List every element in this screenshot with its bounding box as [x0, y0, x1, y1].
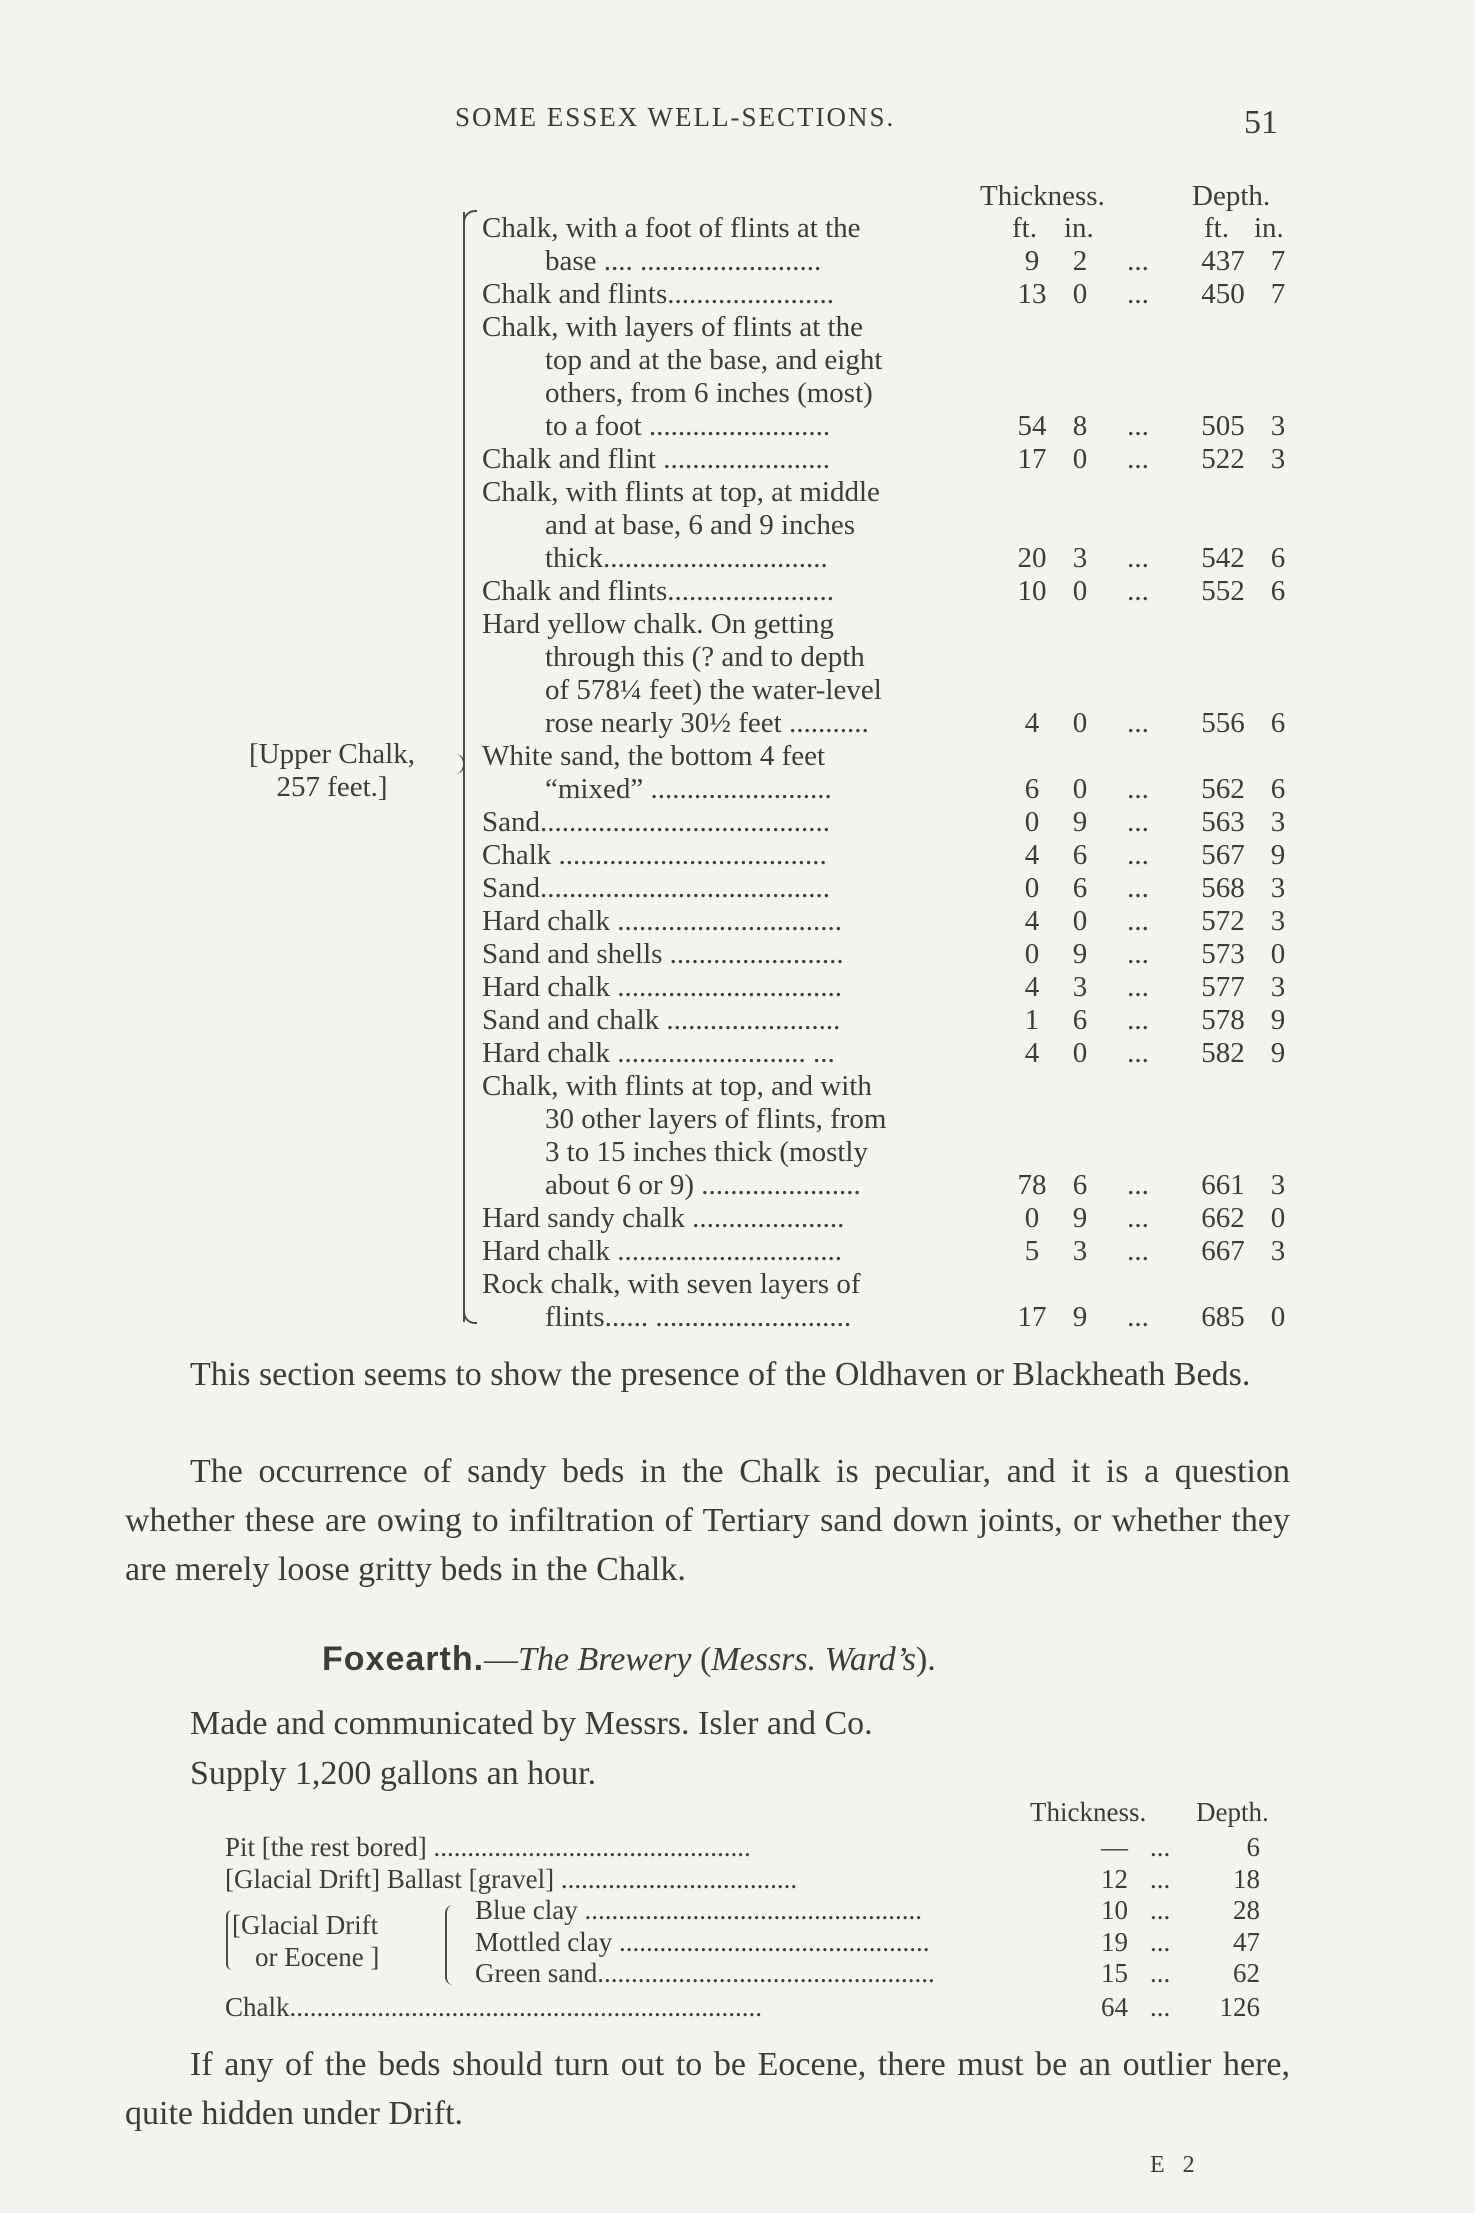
stratum-description: of 578¼ feet) the water-level: [545, 674, 882, 706]
stratum-description: top and at the base, and eight: [545, 344, 883, 376]
thickness-ft: 13: [1017, 278, 1047, 310]
stratum-description: Chalk .....................................: [482, 839, 827, 871]
thickness-in: 3: [1072, 542, 1088, 574]
foxearth-row-thickness: 10: [1101, 1895, 1128, 1925]
thickness-in: 0: [1072, 1037, 1088, 1069]
leader-dots: ...: [1127, 1004, 1149, 1036]
foxearth-row-label: Green sand..................................................: [475, 1958, 935, 1988]
depth-ft: 505: [1201, 410, 1245, 442]
stratum-description: others, from 6 inches (most): [545, 377, 873, 409]
foxearth-title: The Brewery: [518, 1641, 692, 1678]
stratum-description: 30 other layers of flints, from: [545, 1103, 887, 1135]
thickness-ft: 4: [1024, 971, 1040, 1003]
depth-in: 7: [1270, 278, 1286, 310]
thickness-in: 6: [1072, 1004, 1088, 1036]
foxearth-dash: —: [484, 1641, 519, 1678]
depth-in: 7: [1270, 245, 1286, 277]
depth-in: 9: [1270, 839, 1286, 871]
stratum-description: flints...... ...........................: [545, 1301, 852, 1333]
thickness-in: 9: [1072, 1202, 1088, 1234]
depth-in-unit: in.: [1254, 212, 1284, 244]
depth-ft-unit: ft.: [1204, 212, 1229, 244]
thickness-ft: 1: [1024, 1004, 1040, 1036]
stratum-description: Hard chalk .......................... ...: [482, 1037, 835, 1069]
foxearth-row-depth: 62: [1233, 1958, 1260, 1988]
depth-in: 3: [1270, 905, 1286, 937]
signature-mark: E 2: [1150, 2152, 1201, 2178]
page-number: 51: [1244, 104, 1278, 141]
depth-in: 3: [1270, 410, 1286, 442]
thickness-ft: 9: [1024, 245, 1040, 277]
depth-ft: 577: [1201, 971, 1245, 1003]
thickness-in: 0: [1072, 905, 1088, 937]
depth-ft: 542: [1201, 542, 1245, 574]
paragraph-eocene: [125, 2040, 1290, 2138]
foxearth-depth-header: Depth.: [1196, 1797, 1269, 1827]
stratum-description: Sand and shells ........................: [482, 938, 844, 970]
leader-dots: ...: [1127, 245, 1149, 277]
thickness-in: 6: [1072, 872, 1088, 904]
group-brace: [445, 1905, 455, 1985]
foxearth-row-depth: 6: [1246, 1832, 1260, 1862]
stratum-description: Sand and chalk ........................: [482, 1004, 841, 1036]
foxearth-row-depth: 47: [1233, 1927, 1260, 1957]
stratum-label-line-2: 257 feet.]: [276, 771, 388, 803]
thickness-ft: 4: [1024, 839, 1040, 871]
stratum-description: and at base, 6 and 9 inches: [545, 509, 856, 541]
thickness-in: 3: [1072, 971, 1088, 1003]
thickness-ft: 0: [1024, 938, 1040, 970]
stratum-description: Chalk and flints.......................: [482, 278, 835, 310]
stratum-description: Hard chalk ...............................: [482, 905, 843, 937]
depth-header: Depth.: [1192, 180, 1271, 212]
stratum-description: Chalk, with layers of flints at the: [482, 311, 863, 343]
depth-in: 9: [1270, 1004, 1286, 1036]
foxearth-place: Foxearth.: [322, 1640, 485, 1678]
depth-ft: 437: [1201, 245, 1245, 277]
foxearth-row-label: Blue clay ..................................................: [475, 1895, 922, 1925]
foxearth-row-depth: 28: [1233, 1895, 1260, 1925]
leader-dots: ...: [1127, 905, 1149, 937]
leader-dots: ...: [1127, 806, 1149, 838]
leader-dots: ...: [1127, 443, 1149, 475]
stratum-description: Chalk and flint .......................: [482, 443, 830, 475]
stratum-description: 3 to 15 inches thick (mostly: [545, 1136, 868, 1168]
paragraph-oldhaven-text: This section seems to show the presence of the Oldhaven or Blackheath Beds.: [190, 1356, 1251, 1393]
thickness-ft: 17: [1017, 1301, 1047, 1333]
leader-dots: ...: [1127, 839, 1149, 871]
thickness-in: 0: [1072, 278, 1088, 310]
thickness-in: 2: [1072, 245, 1088, 277]
stratum-description: Sand........................................: [482, 872, 830, 904]
thickness-ft: 17: [1017, 443, 1047, 475]
depth-in: 3: [1270, 1169, 1286, 1201]
depth-in: 6: [1270, 575, 1286, 607]
depth-in: 3: [1270, 806, 1286, 838]
leader-dots: ...: [1127, 1301, 1149, 1333]
stratum-description: Hard chalk ...............................: [482, 1235, 843, 1267]
leader-dots: ...: [1150, 1895, 1171, 1925]
foxearth-row-label: Mottled clay ..............................................: [475, 1927, 930, 1957]
thickness-in: 0: [1072, 575, 1088, 607]
foxearth-owner-close: ).: [915, 1641, 936, 1678]
paragraph-sandy-beds-text: The occurrence of sandy beds in the Chalk is peculiar, and it is a question whether these are owing to infiltration of Tertiary sand down joints, or whether they are merely loose gritty beds in the Chalk.: [125, 1453, 1290, 1588]
depth-in: 6: [1270, 773, 1286, 805]
thickness-in: 6: [1072, 839, 1088, 871]
thickness-ft: 5: [1024, 1235, 1040, 1267]
foxearth-row-thickness: 19: [1101, 1927, 1128, 1957]
thickness-ft: 10: [1017, 575, 1047, 607]
thickness-ft: 78: [1017, 1169, 1047, 1201]
depth-in: 0: [1270, 938, 1286, 970]
stratum-description: Chalk, with flints at top, at middle: [482, 476, 880, 508]
thickness-in: 0: [1072, 443, 1088, 475]
leader-dots: ...: [1127, 773, 1149, 805]
thickness-ft: 4: [1024, 707, 1040, 739]
depth-in: 9: [1270, 1037, 1286, 1069]
leader-dots: ...: [1150, 1927, 1171, 1957]
thickness-in: 9: [1072, 1301, 1088, 1333]
stratum-label-line-1: [Upper Chalk,: [249, 738, 415, 770]
stratum-description: base .... .........................: [545, 245, 822, 277]
leader-dots: ...: [1127, 971, 1149, 1003]
stratum-description: Chalk, with flints at top, and with: [482, 1070, 872, 1102]
leader-dots: ...: [1127, 575, 1149, 607]
thickness-ft: 0: [1024, 872, 1040, 904]
running-title: SOME ESSEX WELL-SECTIONS.: [455, 102, 896, 132]
foxearth-owner: Messrs. Ward’s: [711, 1641, 916, 1678]
foxearth-note-communicated: Made and communicated by Messrs. Isler and Co.: [190, 1705, 873, 1742]
foxearth-row-thickness: 15: [1101, 1958, 1128, 1988]
depth-in: 3: [1270, 443, 1286, 475]
foxearth-row-label: [Glacial Drift] Ballast [gravel] ...................................: [225, 1864, 798, 1894]
thickness-in: 6: [1072, 1169, 1088, 1201]
thickness-in: 0: [1072, 773, 1088, 805]
thickness-ft-unit: ft.: [1012, 212, 1037, 244]
stratum-description: Rock chalk, with seven layers of: [482, 1268, 861, 1300]
depth-in: 0: [1270, 1202, 1286, 1234]
group-label-line-1: [Glacial Drift: [232, 1910, 379, 1940]
leader-dots: ...: [1150, 1864, 1171, 1894]
leader-dots: ...: [1127, 278, 1149, 310]
depth-in: 0: [1270, 1301, 1286, 1333]
depth-ft: 582: [1201, 1037, 1245, 1069]
stratum-description: about 6 or 9) ......................: [545, 1169, 861, 1201]
thickness-header: Thickness.: [980, 180, 1105, 212]
depth-ft: 450: [1201, 278, 1245, 310]
stratum-description: “mixed” .........................: [545, 773, 832, 805]
depth-ft: 685: [1201, 1301, 1245, 1333]
depth-in: 3: [1270, 872, 1286, 904]
stratum-description: Sand........................................: [482, 806, 830, 838]
depth-in: 6: [1270, 707, 1286, 739]
leader-dots: ...: [1127, 707, 1149, 739]
foxearth-row-label: Chalk......................................................................: [225, 1992, 762, 2022]
stratum-description: through this (? and to depth: [545, 641, 865, 673]
thickness-in: 0: [1072, 707, 1088, 739]
thickness-ft: 20: [1017, 542, 1047, 574]
stratum-description: thick...............................: [545, 542, 828, 574]
stratum-description: Chalk and flints.......................: [482, 575, 835, 607]
foxearth-row-thickness: 64: [1101, 1992, 1128, 2022]
depth-ft: 572: [1201, 905, 1245, 937]
stratum-description: Hard sandy chalk .....................: [482, 1202, 845, 1234]
depth-ft: 567: [1201, 839, 1245, 871]
depth-ft: 661: [1201, 1169, 1245, 1201]
leader-dots: ...: [1150, 1958, 1171, 1988]
depth-ft: 563: [1201, 806, 1245, 838]
depth-in: 3: [1270, 971, 1286, 1003]
depth-ft: 578: [1201, 1004, 1245, 1036]
thickness-in: 9: [1072, 806, 1088, 838]
foxearth-row-depth: 126: [1219, 1992, 1260, 2022]
stratum-description: White sand, the bottom 4 feet: [482, 740, 826, 772]
depth-in: 3: [1270, 1235, 1286, 1267]
depth-ft: 667: [1201, 1235, 1245, 1267]
foxearth-row-thickness: —: [1101, 1832, 1128, 1862]
leader-dots: ...: [1127, 542, 1149, 574]
foxearth-row-label: Pit [the rest bored] ...............................................: [225, 1832, 751, 1862]
stratum-description: rose nearly 30½ feet ...........: [545, 707, 869, 739]
leader-dots: ...: [1127, 1037, 1149, 1069]
foxearth-row-depth: 18: [1233, 1864, 1260, 1894]
foxearth-owner-open: (: [691, 1641, 712, 1678]
leader-dots: ...: [1127, 410, 1149, 442]
depth-ft: 662: [1201, 1202, 1245, 1234]
thickness-ft: 0: [1024, 1202, 1040, 1234]
thickness-ft: 54: [1017, 410, 1047, 442]
thickness-ft: 0: [1024, 806, 1040, 838]
depth-ft: 562: [1201, 773, 1245, 805]
leader-dots: ...: [1127, 938, 1149, 970]
depth-in: 6: [1270, 542, 1286, 574]
thickness-ft: 6: [1024, 773, 1040, 805]
thickness-ft: 4: [1024, 905, 1040, 937]
foxearth-thickness-header: Thickness.: [1030, 1797, 1147, 1827]
thickness-in: 8: [1072, 410, 1088, 442]
thickness-ft: 4: [1024, 1037, 1040, 1069]
stratum-description: Hard chalk ...............................: [482, 971, 843, 1003]
group-label-line-2: or Eocene ]: [255, 1942, 380, 1972]
depth-ft: 568: [1201, 872, 1245, 904]
stratum-description: Hard yellow chalk. On getting: [482, 608, 834, 640]
paragraph-eocene-text: If any of the beds should turn out to be Eocene, there must be an outlier here, quite hidden under Drift.: [125, 2046, 1290, 2132]
leader-dots: ...: [1127, 872, 1149, 904]
foxearth-note-supply: Supply 1,200 gallons an hour.: [190, 1755, 597, 1792]
stratum-description: Chalk, with a foot of flints at the: [482, 212, 861, 244]
thickness-in: 3: [1072, 1235, 1088, 1267]
depth-ft: 552: [1201, 575, 1245, 607]
stratum-description: to a foot .........................: [545, 410, 831, 442]
leader-dots: ...: [1150, 1832, 1171, 1862]
leader-dots: ...: [1150, 1992, 1171, 2022]
leader-dots: ...: [1127, 1235, 1149, 1267]
thickness-in: 9: [1072, 938, 1088, 970]
leader-dots: ...: [1127, 1169, 1149, 1201]
foxearth-row-thickness: 12: [1101, 1864, 1128, 1894]
leader-dots: ...: [1127, 1202, 1149, 1234]
depth-ft: 556: [1201, 707, 1245, 739]
thickness-in-unit: in.: [1064, 212, 1094, 244]
depth-ft: 573: [1201, 938, 1245, 970]
depth-ft: 522: [1201, 443, 1245, 475]
